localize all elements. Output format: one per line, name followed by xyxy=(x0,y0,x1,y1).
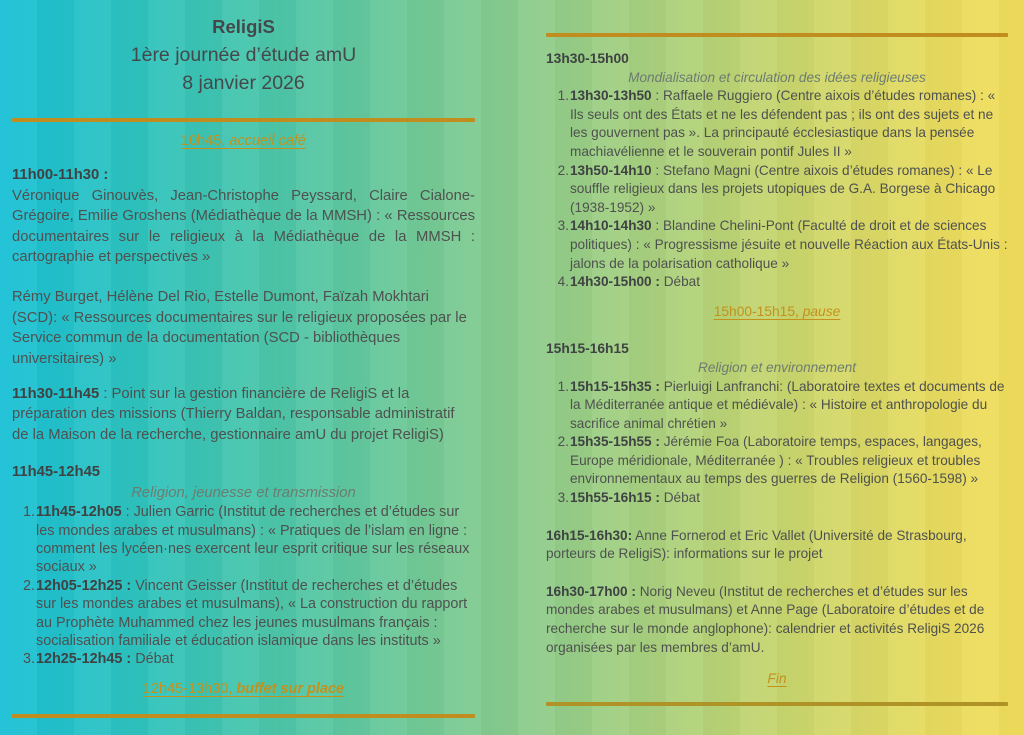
title-block xyxy=(12,13,475,97)
talk-item xyxy=(35,503,475,577)
talk-text: Jérémie Foa (Laboratoire temps, espaces, langages, Europe méridionale, Méditerranée ) : « Troubles religieux et troubles environnementaux au temps des guerres de Religion (1560-1598) » xyxy=(570,434,982,487)
divider-bottom-left xyxy=(12,714,475,718)
session-1615-text: Anne Fornerod et Eric Vallet (Université de Strasbourg, porteurs de ReligiS): informations sur le projet xyxy=(546,527,967,562)
talk-time: 12h25-12h45 : xyxy=(36,651,132,668)
talk-time: 15h55-16h15 : xyxy=(570,490,660,506)
talk-item xyxy=(569,273,1008,292)
divider-top-left xyxy=(12,118,475,122)
session-1615 xyxy=(546,527,1008,564)
talk-time: 15h15-15h35 : xyxy=(570,378,660,394)
talk-time: 11h45-12h05 xyxy=(36,504,122,521)
talk-item xyxy=(569,162,1008,218)
session-1100-paragraph-2: Rémy Burget, Hélène Del Rio, Estelle Dumont, Faïzah Mokhtari (SCD): « Ressources documentaires sur le religieux proposées par le Service commun de la documentation (SCD - bibliothèques universitaires) » xyxy=(12,289,467,367)
session-1515-theme: Religion et environnement xyxy=(698,359,856,375)
talk-text: : Blandine Chelini-Pont (Faculté de droit et de sciences politiques) : « Progressisme jésuite et nouvelle Réaction aux États-Unis : jalons de la polarisation catholique » xyxy=(570,218,1008,271)
talk-item xyxy=(569,433,1008,489)
session-1630 xyxy=(546,583,1008,657)
talk-text: Débat xyxy=(659,274,700,290)
talk-time: 13h50-14h10 xyxy=(570,162,652,178)
divider-top-right xyxy=(546,33,1008,37)
session-1330-time: 13h30-15h00 xyxy=(546,51,629,66)
session-1100-time: 11h00-11h30 : xyxy=(12,167,109,184)
session-1330-theme: Mondialisation et circulation des idées religieuses xyxy=(628,69,926,85)
talk-item xyxy=(35,577,475,651)
session-1630-time: 16h30-17h00 : xyxy=(546,583,636,599)
talk-time: 13h30-13h50 xyxy=(570,88,652,104)
talk-time: 14h10-14h30 xyxy=(570,218,652,234)
break-fin-label: Fin xyxy=(767,671,787,687)
divider-bottom-right xyxy=(546,702,1008,706)
talk-item xyxy=(569,378,1008,434)
talk-item xyxy=(569,489,1008,508)
talk-text: Débat xyxy=(659,490,700,506)
session-1130 xyxy=(12,384,475,445)
session-1130-time: 11h30-11h45 xyxy=(12,386,100,403)
talk-text: Vincent Geisser (Institut de recherches et d’études sur les mondes arabes et musulmans), « La construction du rapport au Prophète Muhammed chez les jeunes musulmans français : socialisation familiale et éducation islamique dans les instituts » xyxy=(36,577,468,649)
session-1100-paragraph-1: Véronique Ginouvès, Jean-Christophe Peyssard, Claire Cialone-Grégoire, Emilie Groshens (Médiathèque de la MMSH) : « Ressources documentaires sur le religieux à la Médiathèque de la MMSH : cartographie et perspectives » xyxy=(12,187,475,266)
talk-item xyxy=(569,217,1008,273)
session-1145-time: 11h45-12h45 xyxy=(12,464,101,481)
break-fin xyxy=(546,670,1008,689)
event-subtitle: 1ère journée d’étude amU xyxy=(130,44,357,66)
talk-text: Débat xyxy=(131,651,174,668)
break-pause xyxy=(546,303,1008,322)
talk-text: : Julien Garric (Institut de recherches et d’études sur les mondes arabes et musulmans) : « Pratiques de l’islam en ligne : comment les lycéen·nes exercent leur esprit critique sur les réseaux sociaux » xyxy=(36,504,470,576)
talk-item xyxy=(569,87,1008,161)
session-1130-text: : Point sur la gestion financière de ReligiS et la préparation des missions (Thierry Baldan, responsable administratif de la Maison de la recherche, gestionnaire amU du projet ReligiS) xyxy=(12,386,455,443)
left-column xyxy=(12,0,475,718)
talk-time: 14h30-15h00 : xyxy=(570,274,660,290)
talk-time: 15h35-15h55 : xyxy=(570,434,660,450)
break-buffet-label: buffet sur place xyxy=(236,680,345,697)
session-1630-text: Norig Neveu (Institut de recherches et d’études sur les mondes arabes et musulmans) et Anne Page (Laboratoire d’études et de recherche sur le monde anglophone): calendrier et activités ReligiS 2026 organisées par les membres d’amU. xyxy=(546,583,985,655)
session-1145-theme: Religion, jeunesse et transmission xyxy=(131,484,356,501)
session-1615-time: 16h15-16h30: xyxy=(546,527,633,543)
event-date: 8 janvier 2026 xyxy=(182,72,305,94)
talk-time: 12h05-12h25 : xyxy=(36,577,132,594)
event-title: ReligiS xyxy=(212,16,275,37)
talk-text: Pierluigi Lanfranchi: (Laboratoire textes et documents de la Méditerranée antique et médiévale) : « Histoire et anthropologie du sacrifice animal chrétien » xyxy=(570,378,1005,431)
talk-item xyxy=(35,650,475,668)
break-accueil-time: 10h45, xyxy=(181,133,230,149)
break-accueil-label: accueil café xyxy=(229,133,306,149)
break-buffet-time: 12h45-13h30, xyxy=(142,680,237,697)
right-column xyxy=(546,0,1008,706)
break-accueil xyxy=(12,131,475,151)
session-1330-talk-list xyxy=(546,87,1008,292)
break-pause-label: pause xyxy=(802,303,841,319)
session-1515-time: 15h15-16h15 xyxy=(546,341,629,357)
talk-text: : Stefano Magni (Centre aixois d’études romanes) : « Le souffle religieux dans les projets utopiques de G.A. Borgese à Chicago (1938-1952) » xyxy=(570,162,996,215)
break-buffet xyxy=(12,679,475,699)
session-1515-talk-list xyxy=(546,378,1008,508)
session-1145-talk-list xyxy=(12,503,475,669)
talk-text: : Raffaele Ruggiero (Centre aixois d’études romanes) : « Ils seuls ont des États et ne les défendent pas ; ils ont des sujets et ne les gouvernent pas ». La principauté écclesiastique dans la pensée machiavélienne et le souverain pontif Jules II » xyxy=(570,88,996,159)
break-pause-time: 15h00-15h15, xyxy=(713,303,803,319)
